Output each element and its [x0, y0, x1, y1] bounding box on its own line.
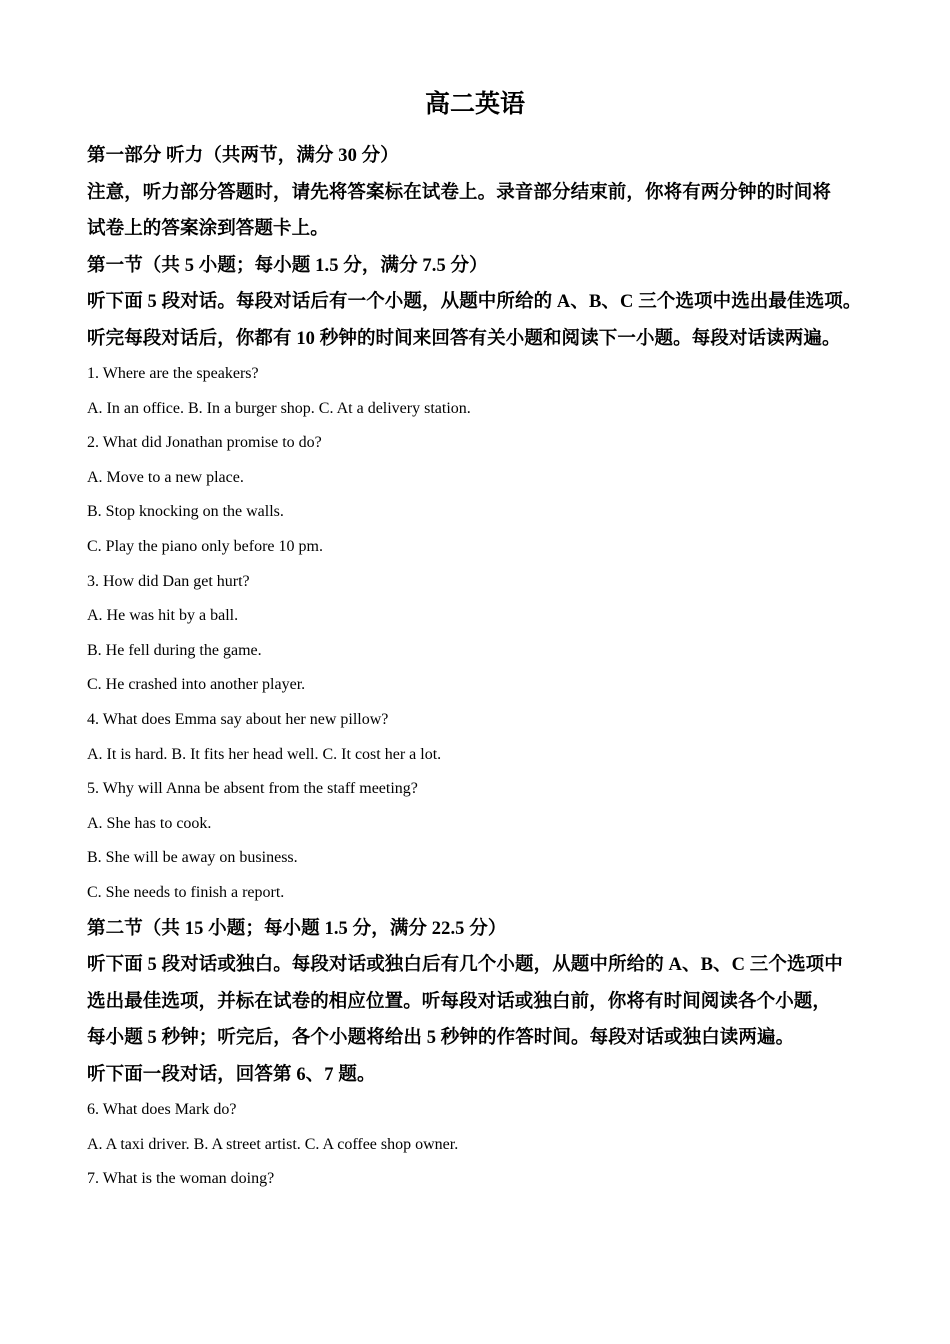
question-line: A. She has to cook. — [87, 814, 212, 832]
section-instruction: 听下面一段对话，回答第 6、7 题。 — [87, 1064, 376, 1085]
question-line: 7. What is the woman doing? — [87, 1170, 275, 1188]
section-instruction: 第一节（共 5 小题；每小题 1.5 分，满分 7.5 分） — [87, 255, 488, 276]
question-line: A. He was hit by a ball. — [87, 607, 239, 625]
question-line: B. He fell during the game. — [87, 641, 262, 659]
question-line: 4. What does Emma say about her new pillow? — [87, 710, 389, 728]
section-instruction: 第一部分 听力（共两节，满分 30 分） — [87, 146, 399, 166]
question-line: A. Move to a new place. — [87, 468, 244, 486]
section-instruction: 选出最佳选项，并标在试卷的相应位置。听每段对话或独白前，你将有时间阅读各个小题， — [87, 991, 832, 1012]
question-line: A. In an office. B. In a burger shop. C. At a delivery station. — [87, 399, 471, 417]
question-line: 5. Why will Anna be absent from the staff meeting? — [87, 780, 418, 798]
question-line: 1. Where are the speakers? — [87, 365, 259, 382]
section-instruction: 每小题 5 秒钟；听完后，各个小题将给出 5 秒钟的作答时间。每段对话或独白读两遍。 — [87, 1028, 795, 1048]
question-line: 6. What does Mark do? — [87, 1101, 237, 1118]
question-line: C. Play the piano only before 10 pm. — [87, 537, 323, 555]
question-line: 3. How did Dan get hurt? — [87, 572, 250, 590]
section-instruction: 第二节（共 15 小题；每小题 1.5 分，满分 22.5 分） — [87, 918, 507, 939]
section-instruction: 听完每段对话后，你都有 10 秒钟的时间来回答有关小题和阅读下一小题。每段对话读两遍。 — [87, 328, 841, 349]
exam-content — [87, 138, 887, 1197]
question-line: 2. What did Jonathan promise to do? — [87, 434, 322, 452]
section-instruction: 听下面 5 段对话。每段对话后有一个小题，从题中所给的 A、B、C 三个选项中选出最佳选项。 — [87, 292, 862, 312]
page-title: 高二英语 — [424, 91, 525, 118]
question-line: B. She will be away on business. — [87, 849, 298, 867]
section-instruction: 注意，听力部分答题时，请先将答案标在试卷上。录音部分结束前，你将有两分钟的时间将 — [87, 182, 832, 203]
question-line: C. He crashed into another player. — [87, 676, 306, 694]
question-line: C. She needs to finish a report. — [87, 883, 285, 901]
question-line: A. It is hard. B. It fits her head well. C. It cost her a lot. — [87, 745, 442, 763]
section-instruction: 听下面 5 段对话或独白。每段对话或独白后有几个小题，从题中所给的 A、B、C 三个选项中 — [87, 955, 843, 975]
question-line: B. Stop knocking on the walls. — [87, 503, 284, 521]
section-instruction: 试卷上的答案涂到答题卡上。 — [87, 219, 329, 239]
question-line: A. A taxi driver. B. A street artist. C. A coffee shop owner. — [87, 1135, 459, 1153]
